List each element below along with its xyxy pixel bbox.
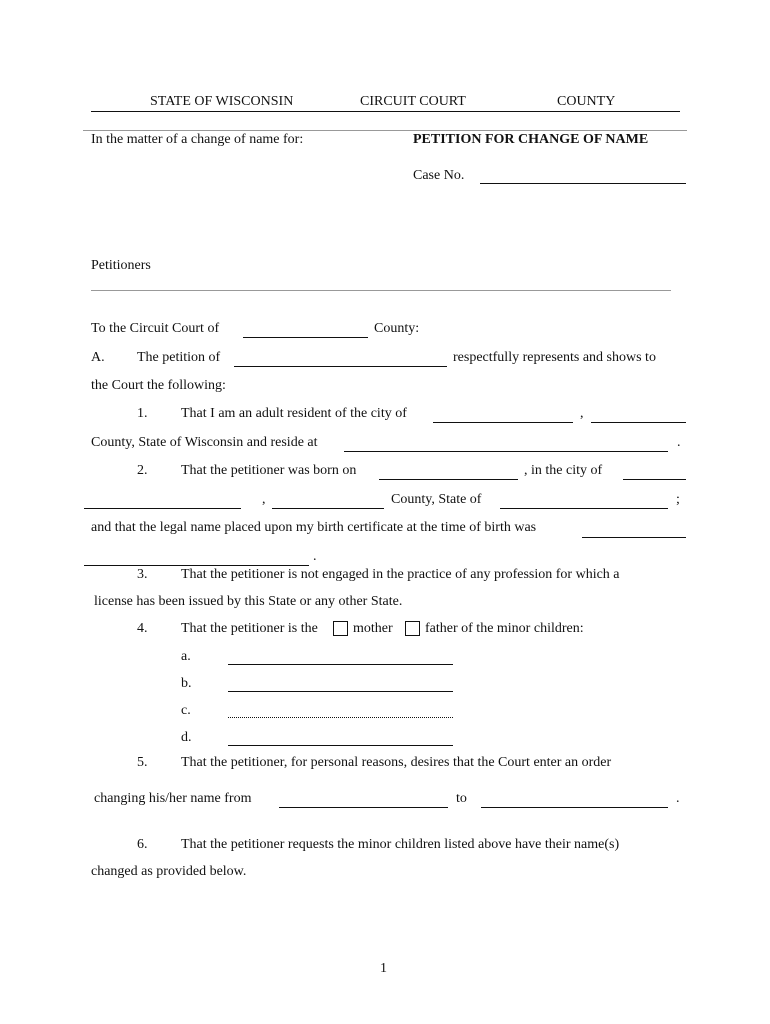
mother-checkbox[interactable]	[333, 621, 348, 636]
item-5-period: .	[676, 791, 680, 806]
item-1-comma: ,	[580, 406, 584, 421]
item-6-text: That the petitioner requests the minor children listed above have their name(s)	[181, 837, 620, 852]
reside-address-field[interactable]	[344, 451, 668, 452]
birth-city-field[interactable]	[623, 479, 686, 480]
item-2-county-state-label: County, State of	[391, 492, 482, 507]
birth-city-field-continued[interactable]	[84, 508, 241, 509]
birth-date-field[interactable]	[379, 479, 518, 480]
child-c-field[interactable]	[228, 717, 453, 718]
name-from-field[interactable]	[279, 807, 448, 808]
item-2-text: That the petitioner was born on	[181, 463, 357, 478]
section-a-letter: A.	[91, 350, 105, 365]
item-1-text: That I am an adult resident of the city of	[181, 406, 407, 421]
case-no-field[interactable]	[480, 183, 686, 184]
name-to-field[interactable]	[481, 807, 668, 808]
case-no-label: Case No.	[413, 168, 465, 183]
birth-certificate-name-field[interactable]	[582, 537, 686, 538]
item-5-number: 5.	[137, 755, 148, 770]
county-colon-label: County:	[374, 321, 420, 336]
represents-label: respectfully represents and shows to	[453, 350, 656, 365]
item-3-number: 3.	[137, 567, 148, 582]
item-1-period: .	[677, 435, 681, 450]
mother-label: mother	[353, 621, 393, 636]
item-2-semicolon: ;	[676, 492, 680, 507]
item-2-text-4: and that the legal name placed upon my birth certificate at the time of birth was	[91, 520, 537, 535]
petitioner-name-field[interactable]	[234, 366, 447, 367]
item-2-comma: ,	[262, 492, 266, 507]
caption-rule	[83, 130, 687, 131]
child-d-label: d.	[181, 730, 192, 745]
item-2-city-label: , in the city of	[524, 463, 603, 478]
court-following-label: the Court the following:	[91, 378, 226, 393]
item-3-text: That the petitioner is not engaged in the practice of any profession for which a	[181, 567, 620, 582]
father-checkbox[interactable]	[405, 621, 420, 636]
matter-label: In the matter of a change of name for:	[91, 132, 304, 147]
state-label: STATE OF WISCONSIN	[150, 94, 294, 109]
child-a-label: a.	[181, 649, 191, 664]
item-2-number: 2.	[137, 463, 148, 478]
court-label: CIRCUIT COURT	[360, 94, 466, 109]
item-2-period: .	[313, 549, 317, 564]
item-5-text-2: changing his/her name from	[94, 791, 252, 806]
item-1-text-2: County, State of Wisconsin and reside at	[91, 435, 318, 450]
item-4-text: That the petitioner is the	[181, 621, 318, 636]
document-title: PETITION FOR CHANGE OF NAME	[413, 132, 649, 147]
birth-county-field[interactable]	[272, 508, 384, 509]
resident-city-field[interactable]	[433, 422, 573, 423]
to-court-label: To the Circuit Court of	[91, 321, 220, 336]
petitioners-label: Petitioners	[91, 258, 151, 273]
item-1-number: 1.	[137, 406, 148, 421]
child-a-field[interactable]	[228, 664, 453, 665]
resident-county-field[interactable]	[591, 422, 686, 423]
item-3-text-2: license has been issued by this State or any other State.	[94, 594, 403, 609]
item-6-number: 6.	[137, 837, 148, 852]
petitioners-field[interactable]	[91, 290, 671, 291]
county-label: COUNTY	[557, 94, 616, 109]
item-5-to-label: to	[456, 791, 467, 806]
court-county-field[interactable]	[243, 337, 368, 338]
father-label: father of the minor children:	[425, 621, 584, 636]
child-b-label: b.	[181, 676, 192, 691]
page-number: 1	[380, 961, 387, 976]
header-rule	[91, 111, 680, 112]
birth-state-field[interactable]	[500, 508, 668, 509]
birth-certificate-name-field-continued[interactable]	[84, 565, 309, 566]
child-d-field[interactable]	[228, 745, 453, 746]
item-5-text: That the petitioner, for personal reasons, desires that the Court enter an order	[181, 755, 612, 770]
petition-of-label: The petition of	[137, 350, 221, 365]
item-4-number: 4.	[137, 621, 148, 636]
child-b-field[interactable]	[228, 691, 453, 692]
item-6-text-2: changed as provided below.	[91, 864, 247, 879]
child-c-label: c.	[181, 703, 191, 718]
